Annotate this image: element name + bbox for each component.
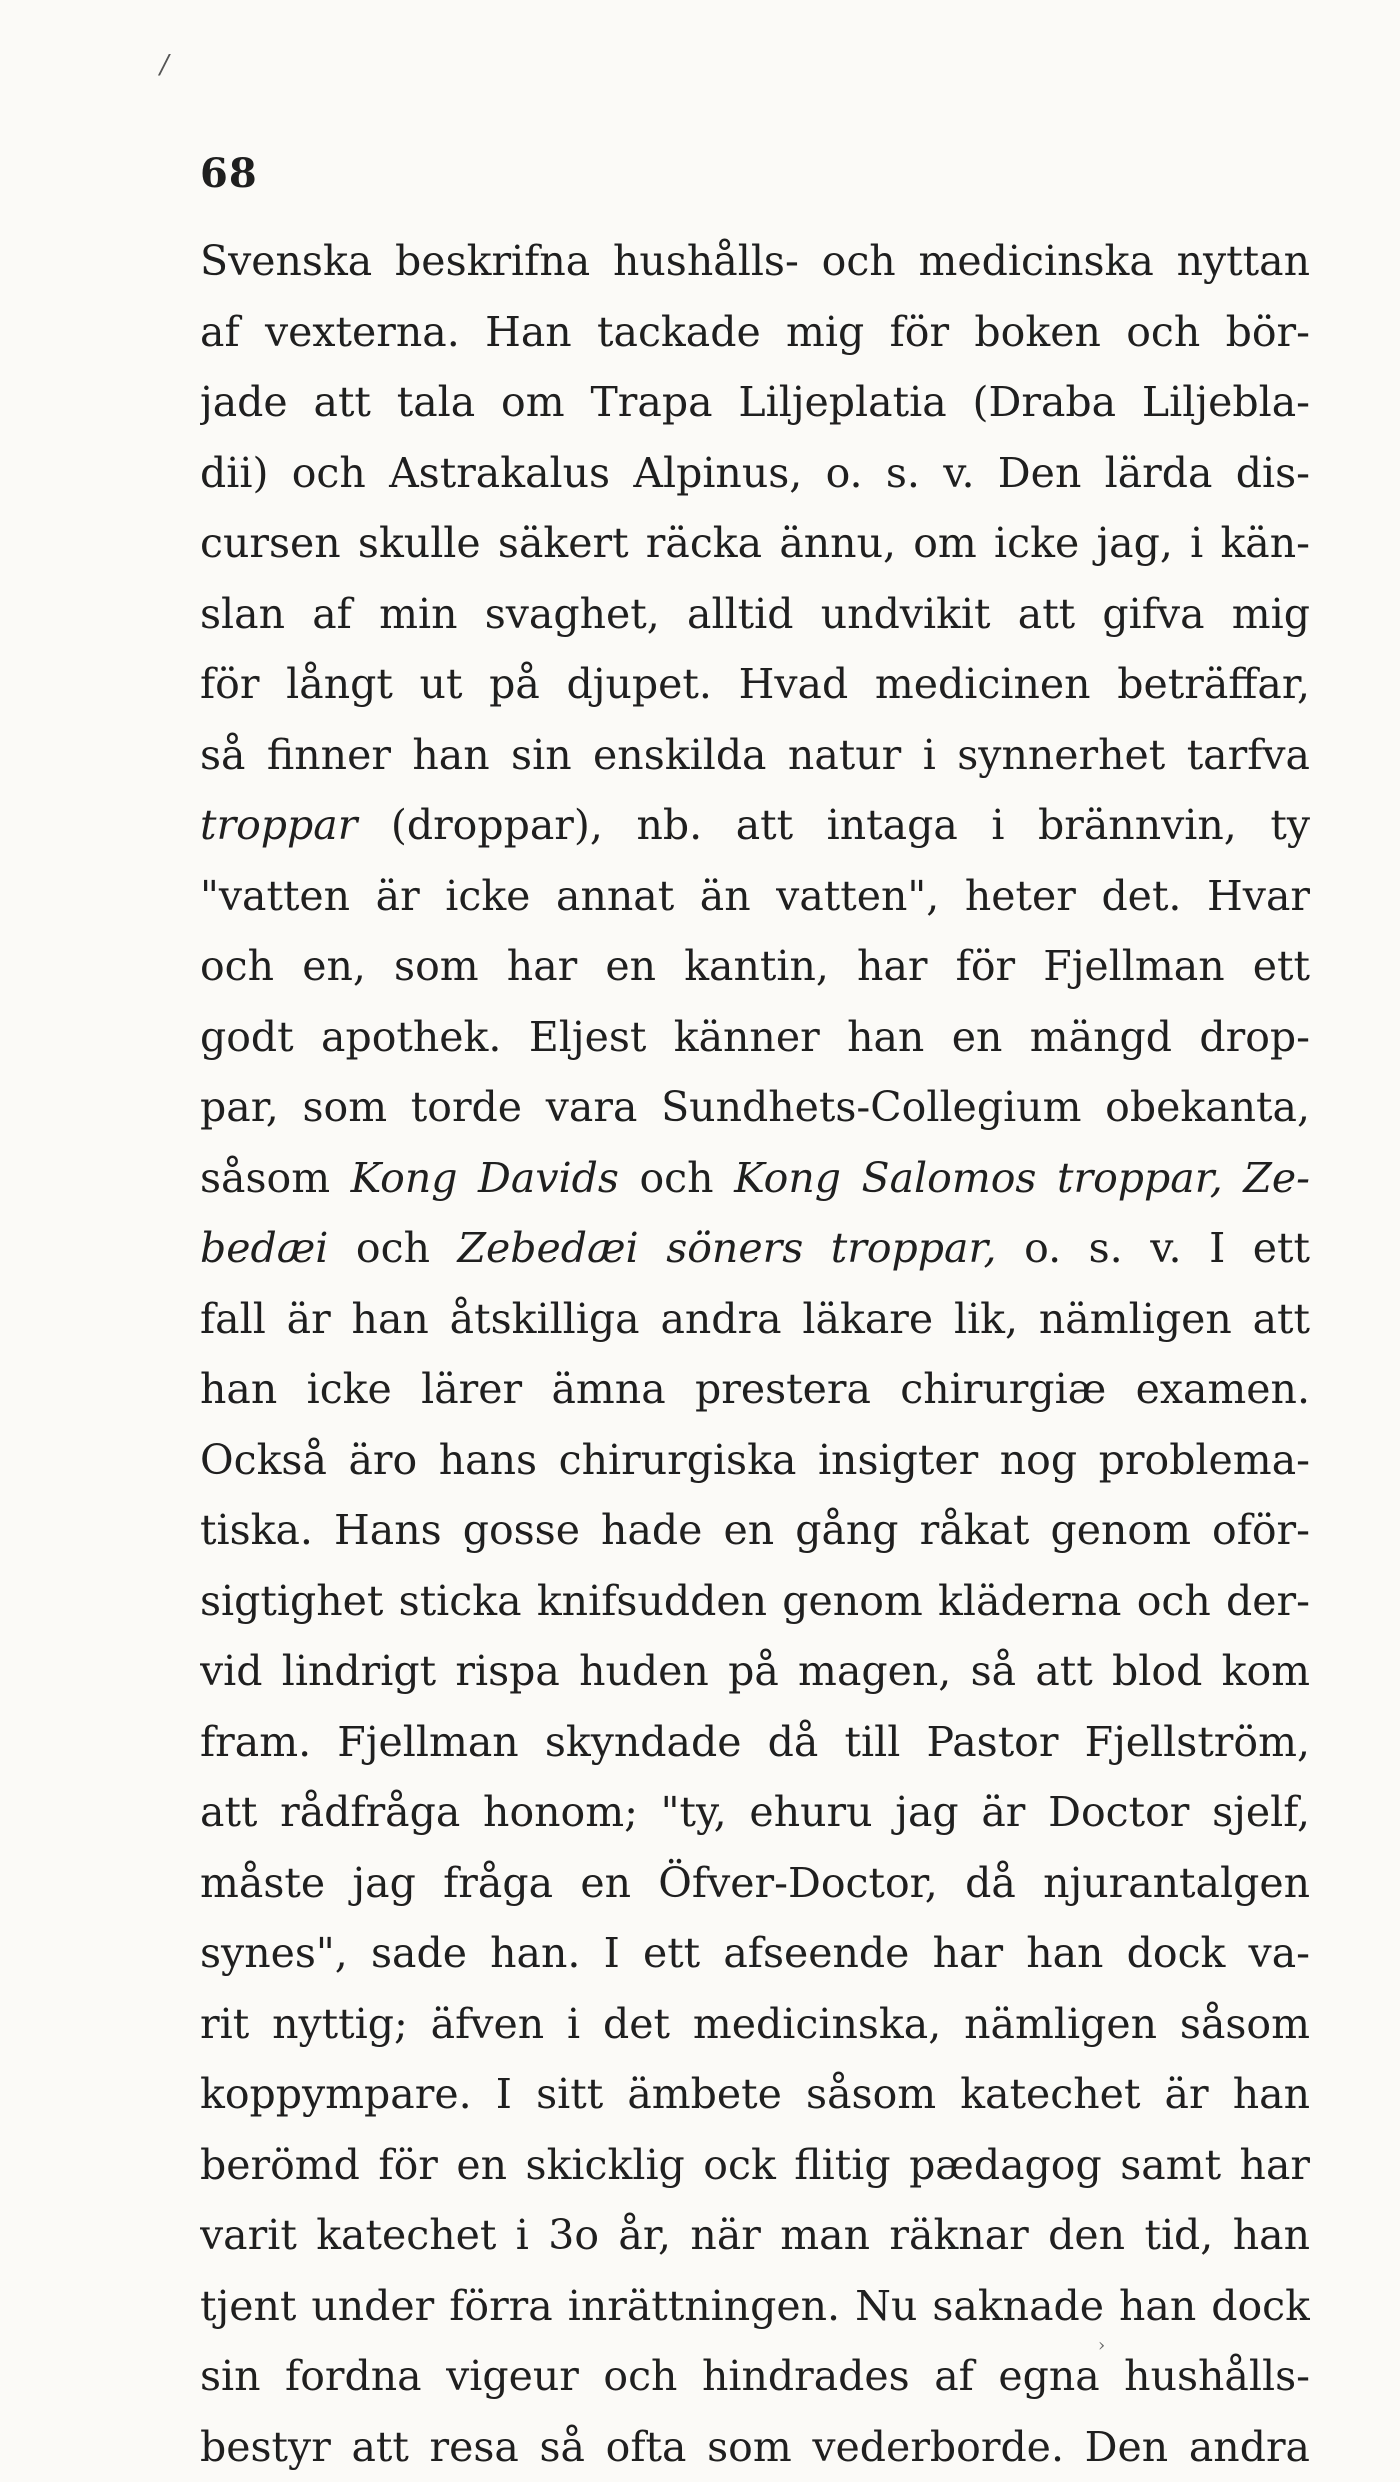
text-line: [200, 1072, 1310, 1143]
text-line: [200, 1354, 1310, 1425]
text-segment: han icke lärer ämna prestera chirurgiæ examen.: [200, 1365, 1310, 1413]
text-segment: berömd för en skicklig ock flitig pædagog samt har: [200, 2141, 1310, 2189]
text-line: [200, 438, 1310, 509]
text-line: [200, 720, 1310, 791]
text-segment: jade att tala om Trapa Liljeplatia (Draba Liljebla-: [200, 378, 1310, 426]
text-segment: och: [619, 1154, 734, 1202]
text-segment: att rådfråga honom; "ty, ehuru jag är Doctor sjelf,: [200, 1788, 1310, 1836]
text-segment: koppympare. I sitt ämbete såsom katechet är han: [200, 2070, 1310, 2118]
italic-text-segment: Kong Davids: [351, 1154, 619, 1202]
text-segment: godt apothek. Eljest känner han en mängd drop-: [200, 1013, 1310, 1061]
text-segment: fram. Fjellman skyndade då till Pastor Fjellström,: [200, 1718, 1310, 1766]
stray-mark: /: [160, 50, 169, 80]
text-segment: vid lindrigt rispa huden på magen, så att blod kom: [200, 1647, 1310, 1695]
text-line: [200, 1495, 1310, 1566]
bottom-mark: ›: [1098, 2335, 1105, 2356]
text-segment: cursen skulle säkert räcka ännu, om icke jag, i kän-: [200, 519, 1310, 567]
text-segment: fall är han åtskilliga andra läkare lik, nämligen att: [200, 1295, 1310, 1343]
text-segment: tiska. Hans gosse hade en gång råkat genom oför-: [200, 1506, 1310, 1554]
text-line: [200, 1636, 1310, 1707]
text-line: [200, 2271, 1310, 2342]
text-line: [200, 1425, 1310, 1496]
text-line: [200, 2200, 1310, 2271]
text-segment: och: [328, 1224, 457, 1272]
text-segment: rit nyttig; äfven i det medicinska, nämligen såsom: [200, 2000, 1310, 2048]
text-line: [200, 367, 1310, 438]
text-line: [200, 1143, 1310, 1214]
italic-text-segment: Zebedæi söners troppar,: [458, 1224, 997, 1272]
text-line: [200, 1566, 1310, 1637]
text-line: [200, 1848, 1310, 1919]
italic-text-segment: Kong Salomos troppar, Ze-: [734, 1154, 1310, 1202]
text-line: [200, 931, 1310, 1002]
text-segment: sin fordna vigeur och hindrades af egna hushålls-: [200, 2352, 1310, 2400]
text-segment: "vatten är icke annat än vatten", heter det. Hvar: [200, 872, 1310, 920]
text-segment: såsom: [200, 1154, 351, 1202]
italic-text-segment: bedæi: [200, 1224, 328, 1272]
text-segment: för långt ut på djupet. Hvad medicinen beträffar,: [200, 660, 1310, 708]
text-line: [200, 2059, 1310, 2130]
text-segment: måste jag fråga en Öfver-Doctor, då njurantalgen: [200, 1859, 1310, 1907]
text-line: [200, 790, 1310, 861]
text-line: [200, 2412, 1310, 2482]
text-segment: slan af min svaghet, alltid undvikit att gifva mig: [200, 590, 1310, 638]
text-line: [200, 2341, 1310, 2412]
text-line: [200, 1002, 1310, 1073]
page-number: 68: [200, 150, 258, 197]
text-line: [200, 1707, 1310, 1778]
text-segment: synes", sade han. I ett afseende har han dock va-: [200, 1929, 1310, 1977]
text-segment: tjent under förra inrättningen. Nu saknade han dock: [200, 2282, 1310, 2330]
text-segment: dii) och Astrakalus Alpinus, o. s. v. Den lärda dis-: [200, 449, 1310, 497]
text-segment: Också äro hans chirurgiska insigter nog problema-: [200, 1436, 1310, 1484]
text-line: [200, 297, 1310, 368]
text-segment: varit katechet i 3o år, när man räknar den tid, han: [200, 2211, 1310, 2259]
text-segment: af vexterna. Han tackade mig för boken och bör-: [200, 308, 1310, 356]
text-segment: (droppar), nb. att intaga i brännvin, ty: [357, 801, 1310, 849]
text-segment: sigtighet sticka knifsudden genom kläderna och der-: [200, 1577, 1310, 1625]
text-line: [200, 508, 1310, 579]
text-segment: bestyr att resa så ofta som vederborde. Den andra: [200, 2423, 1310, 2471]
text-line: [200, 1213, 1310, 1284]
text-line: [200, 226, 1310, 297]
text-line: [200, 1989, 1310, 2060]
text-segment: och en, som har en kantin, har för Fjellman ett: [200, 942, 1310, 990]
text-segment: par, som torde vara Sundhets-Collegium obekanta,: [200, 1083, 1310, 1131]
text-line: [200, 1777, 1310, 1848]
text-line: [200, 579, 1310, 650]
text-line: [200, 1918, 1310, 1989]
text-segment: o. s. v. I ett: [997, 1224, 1310, 1272]
text-segment: Svenska beskrifna hushålls- och medicinska nyttan: [200, 237, 1310, 285]
text-segment: så finner han sin enskilda natur i synnerhet tarfva: [200, 731, 1310, 779]
text-line: [200, 1284, 1310, 1355]
text-line: [200, 2130, 1310, 2201]
text-line: [200, 861, 1310, 932]
text-line: [200, 649, 1310, 720]
body-text: [200, 226, 1310, 2482]
italic-text-segment: troppar: [200, 801, 357, 849]
